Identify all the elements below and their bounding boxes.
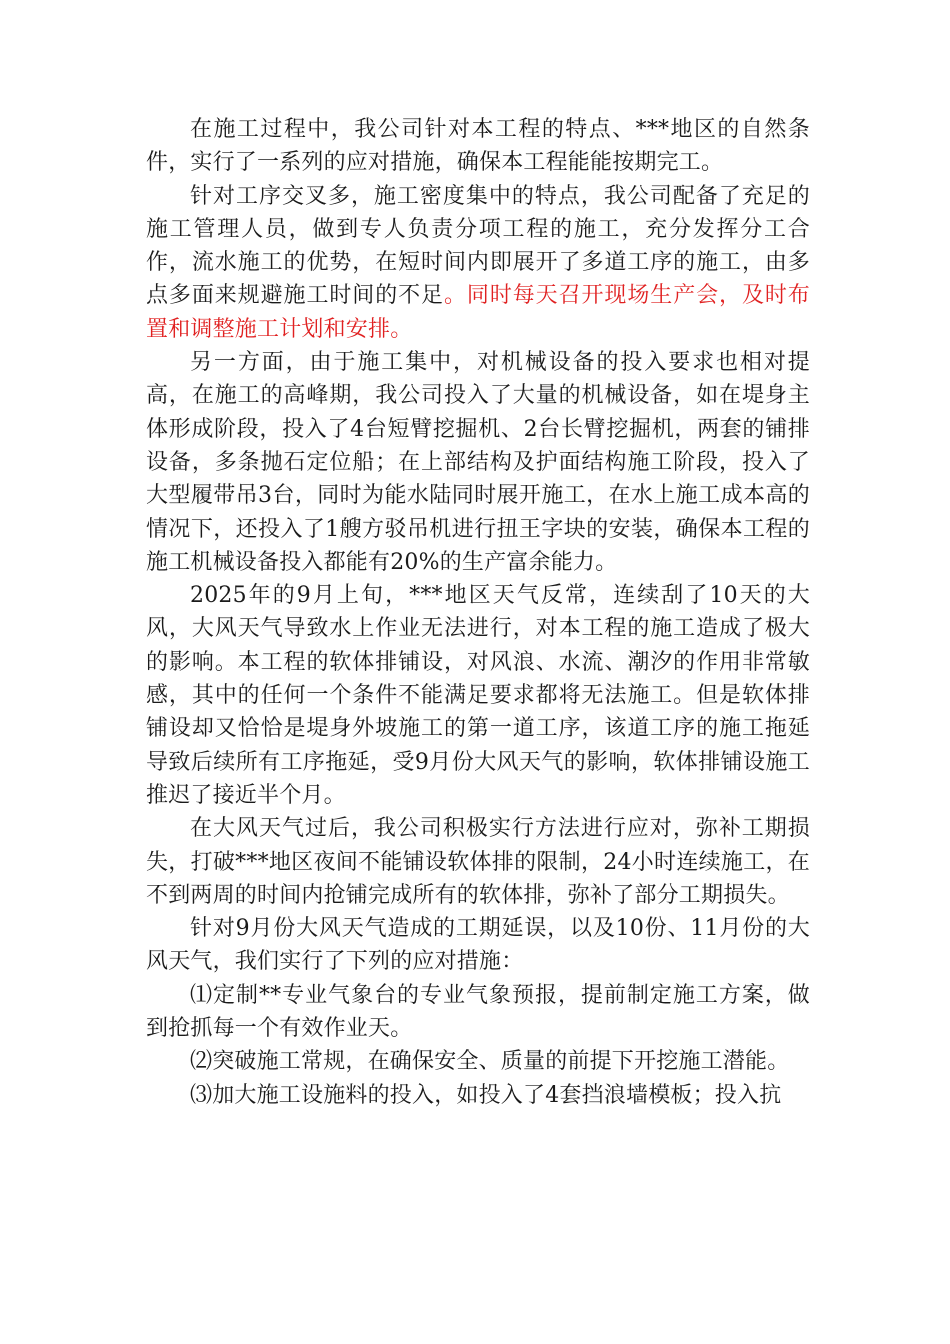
paragraph-4	[146, 579, 810, 812]
paragraph-6	[146, 912, 810, 979]
paragraph-1-text: 在施工过程中，我公司针对本工程的特点、***地区的自然条件，实行了一系列的应对措施，确保本工程能能按期完工。	[146, 117, 810, 176]
list-item-2	[146, 1045, 810, 1078]
list-item-1-text: ⑴定制**专业气象台的专业气象预报，提前制定施工方案，做到抢抓每一个有效作业天。	[146, 982, 810, 1042]
paragraph-3	[146, 346, 810, 579]
paragraph-2-text: 针对工序交叉多，施工密度集中的特点，我公司配备了充足的施工管理人员，做到专人负责分项工程的施工，充分发挥分工合作，流水施工的优势，在短时间内即展开了多道工序的施工，由多点多面来规避施工时间的不足	[146, 183, 810, 309]
paragraph-2-highlight: 。同时每天召开现场生产会，及时布置和调整施工计划和安排。	[146, 283, 811, 342]
paragraph-5	[146, 812, 810, 912]
paragraph-5-text: 在大风天气过后，我公司积极实行方法进行应对，弥补工期损失，打破***地区夜间不能铺设软体排的限制，24小时连续施工，在不到两周的时间内抢铺完成所有的软体排，弥补了部分工期损失。	[146, 816, 810, 908]
paragraph-6-text: 针对9月份大风天气造成的工期延误，以及10份、11月份的大风天气，我们实行了下列的应对措施：	[146, 916, 810, 975]
list-item-3-text: ⑶加大施工设施料的投入，如投入了4套挡浪墙模板；投入抗	[190, 1082, 782, 1108]
list-item-3	[146, 1079, 810, 1112]
list-item-2-text: ⑵突破施工常规，在确保安全、质量的前提下开挖施工潜能。	[190, 1049, 790, 1075]
document-body	[146, 113, 810, 1112]
paragraph-3-text: 另一方面，由于施工集中，对机械设备的投入要求也相对提高，在施工的高峰期，我公司投入了大量的机械设备，如在堤身主体形成阶段，投入了4台短臂挖掘机、2台长臂挖掘机，两套的铺排设备，多条抛石定位船；在上部结构及护面结构施工阶段，投入了大型履带吊3台，同时为能水陆同时展开施工，在水上施工成本高的情况下，还投入了1艘方驳吊机进行扭王字块的安装，确保本工程的施工机械设备投入都能有20%的生产富余能力。	[146, 350, 810, 575]
paragraph-1	[146, 113, 810, 180]
paragraph-2	[146, 180, 810, 346]
list-item-1	[146, 979, 810, 1046]
paragraph-4-text: 2025年的9月上旬，***地区天气反常，连续刮了10天的大风，大风天气导致水上作业无法进行，对本工程的施工造成了极大的影响。本工程的软体排铺设，对风浪、水流、潮汐的作用非常敏感，其中的任何一个条件不能满足要求都将无法施工。但是软体排铺设却又恰恰是堤身外坡施工的第一道工序，该道工序的施工拖延导致后续所有工序拖延，受9月份大风天气的影响，软体排铺设施工推迟了接近半个月。	[146, 583, 810, 808]
